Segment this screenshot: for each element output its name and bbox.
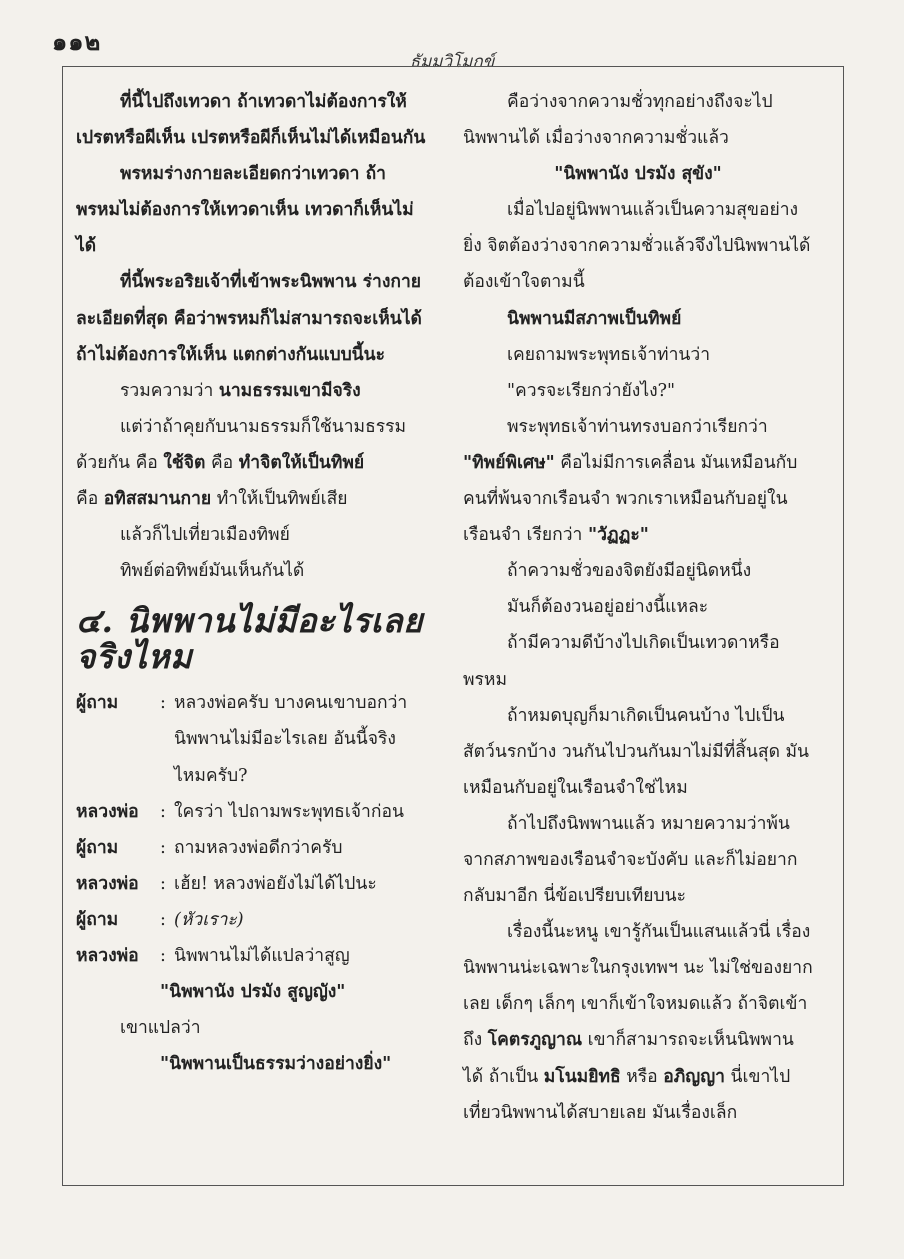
text: นี่เขาไปเที่ยวนิพพานได้สบายเลย มันเรื่องเล็ก <box>463 1066 791 1123</box>
subheading: นิพพานมีสภาพเป็นทิพย์ <box>507 308 682 329</box>
paragraph: ทิพย์ต่อทิพย์มันเห็นกันได้ <box>120 561 305 582</box>
emphasis: นามธรรมเขามีจริง <box>218 380 361 401</box>
text: หรือ <box>620 1066 664 1087</box>
page-number: ๑๑๒ <box>52 27 102 56</box>
text: ทำให้เป็นทิพย์เสีย <box>211 489 348 510</box>
speaker: ผู้ถาม <box>76 837 119 858</box>
speaker: หลวงพ่อ <box>76 945 139 966</box>
colon: : <box>160 873 166 894</box>
paragraph <box>76 481 426 517</box>
speaker: ผู้ถาม <box>76 909 119 930</box>
speaker: หลวงพ่อ <box>76 801 139 822</box>
paragraph: "ควรจะเรียกว่ายังไง?" <box>507 380 676 401</box>
emphasis: มโนมยิทธิ <box>543 1066 621 1087</box>
paragraph: แล้วก็ไปเที่ยวเมืองทิพย์ <box>120 525 290 546</box>
paragraph <box>76 409 426 481</box>
quote: "นิพพานเป็นธรรมว่างอย่างยิ่ง" <box>160 1054 392 1075</box>
text: คือ <box>76 489 104 510</box>
colon: : <box>160 837 166 858</box>
section-heading: ๔. นิพพานไม่มีอะไรเลยจริงไหม <box>76 601 423 677</box>
emphasis: "วัฏฏะ" <box>587 525 649 546</box>
paragraph: คือว่างจากความชั่วทุกอย่างถึงจะไปนิพพานได้ เมื่อว่างจากความชั่วแล้ว <box>463 92 773 149</box>
colon: : <box>160 693 166 714</box>
quote: "นิพพานัง ปรมัง สุขัง" <box>554 164 722 185</box>
text: รวมความว่า <box>120 380 219 401</box>
dialogue-line <box>76 866 426 902</box>
emphasis: "ทิพย์พิเศษ" <box>463 452 555 473</box>
text: เรื่องนี้นะหนู เขารู้กันเป็นแสนแล้วนี่ เรื่องนิพพานน่ะเฉพาะในกรุงเทพฯ นะ ไม่ใช่ของยากเลย เด็กๆ เล็กๆ เขาก็เข้าใจหมดแล้ว ถ้าจิตเข้าถึง <box>463 922 813 1051</box>
paragraph <box>463 914 813 1131</box>
dialogue-text: (หัวเราะ) <box>174 909 244 930</box>
paragraph: มันก็ต้องวนอยู่อย่างนี้แหละ <box>507 597 709 618</box>
speaker: ผู้ถาม <box>76 693 119 714</box>
paragraph: ถ้าไปถึงนิพพานแล้ว หมายความว่าพ้นจากสภาพของเรือนจำจะบังคับ และก็ไม่อยากกลับมาอีก นี่ข้อเปรียบเทียบนะ <box>463 813 798 907</box>
running-header: ธัมมวิโมกข์ <box>409 52 495 72</box>
paragraph: ถ้าหมดบุญก็มาเกิดเป็นคนบ้าง ไปเป็นสัตว์นรกบ้าง วนกันไปวนกันมาไม่มีที่สิ้นสุด มันเหมือนกับอยู่ในเรือนจำใช่ไหม <box>463 705 810 798</box>
dialogue-line <box>76 902 426 938</box>
emphasis: ใช้จิต <box>163 452 206 473</box>
paragraph: เขาแปลว่า <box>120 1018 201 1039</box>
paragraph: ที่นี้พระอริยเจ้าที่เข้าพระนิพพาน ร่างกายละเอียดที่สุด คือว่าพรหมก็ไม่สามารถจะเห็นได้ ถ้าไม่ต้องการให้เห็น แตกต่างกันแบบนี้นะ <box>76 272 422 365</box>
paragraph: ที่นี้ไปถึงเทวดา ถ้าเทวดาไม่ต้องการให้เปรตหรือผีเห็น เปรตหรือผีก็เห็นไม่ได้เหมือนกัน <box>76 92 426 149</box>
dialogue-text: ถามหลวงพ่อดีกว่าครับ <box>174 837 343 858</box>
dialogue-text: ใครว่า ไปถามพระพุทธเจ้าก่อน <box>174 801 404 822</box>
text: แต่ว่าถ้าคุยกับนามธรรมก็ใช้นามธรรมด้วยกัน คือ <box>76 416 407 473</box>
text: คือ <box>205 452 239 473</box>
emphasis: โคตรภูญาณ <box>487 1030 583 1051</box>
text: คือไม่มีการเคลื่อน มันเหมือนกับคนที่พ้นจากเรือนจำ พวกเราเหมือนกับอยู่ในเรือนจำ เรียกว่า <box>463 452 798 546</box>
dialogue-line <box>76 685 426 793</box>
dialogue-text: หลวงพ่อครับ บางคนเขาบอกว่า นิพพานไม่มีอะไรเลย อันนี้จริงไหมครับ? <box>174 693 408 786</box>
right-column <box>463 84 813 1131</box>
paragraph: พระพุทธเจ้าท่านทรงบอกว่าเรียกว่า <box>507 416 768 437</box>
speaker: หลวงพ่อ <box>76 873 139 894</box>
left-column <box>76 84 426 1082</box>
paragraph: ถ้ามีความดีบ้างไปเกิดเป็นเทวดาหรือพรหม <box>463 633 780 690</box>
paragraph: เคยถามพระพุทธเจ้าท่านว่า <box>507 344 711 365</box>
dialogue-line <box>76 830 426 866</box>
colon: : <box>160 945 166 966</box>
paragraph: พรหมร่างกายละเอียดกว่าเทวดา ถ้าพรหมไม่ต้องการให้เทวดาเห็น เทวดาก็เห็นไม่ได้ <box>76 164 414 257</box>
dialogue-line <box>76 794 426 830</box>
emphasis: อภิญญา <box>663 1066 725 1087</box>
dialogue-line <box>76 938 426 974</box>
paragraph: เมื่อไปอยู่นิพพานแล้วเป็นความสุขอย่างยิ่ง จิตต้องว่างจากความชั่วแล้วจึงไปนิพพานได้ ต้องเข้าใจตามนี้ <box>463 200 811 293</box>
paragraph: ถ้าความชั่วของจิตยังมีอยู่นิดหนึ่ง <box>507 561 752 582</box>
dialogue-text: เฮ้ย! หลวงพ่อยังไม่ได้ไปนะ <box>174 873 377 894</box>
emphasis: อทิสสมานกาย <box>103 489 212 510</box>
paragraph <box>76 373 426 409</box>
paragraph <box>463 445 813 553</box>
colon: : <box>160 909 166 930</box>
quote: "นิพพานัง ปรมัง สูญญัง" <box>160 982 346 1003</box>
dialogue-text: นิพพานไม่ได้แปลว่าสูญ <box>174 945 350 966</box>
colon: : <box>160 801 166 822</box>
emphasis: ทำจิตให้เป็นทิพย์ <box>238 452 365 473</box>
text: เขาก็สามารถจะเห็นนิพพานได้ ถ้าเป็น <box>463 1030 794 1087</box>
